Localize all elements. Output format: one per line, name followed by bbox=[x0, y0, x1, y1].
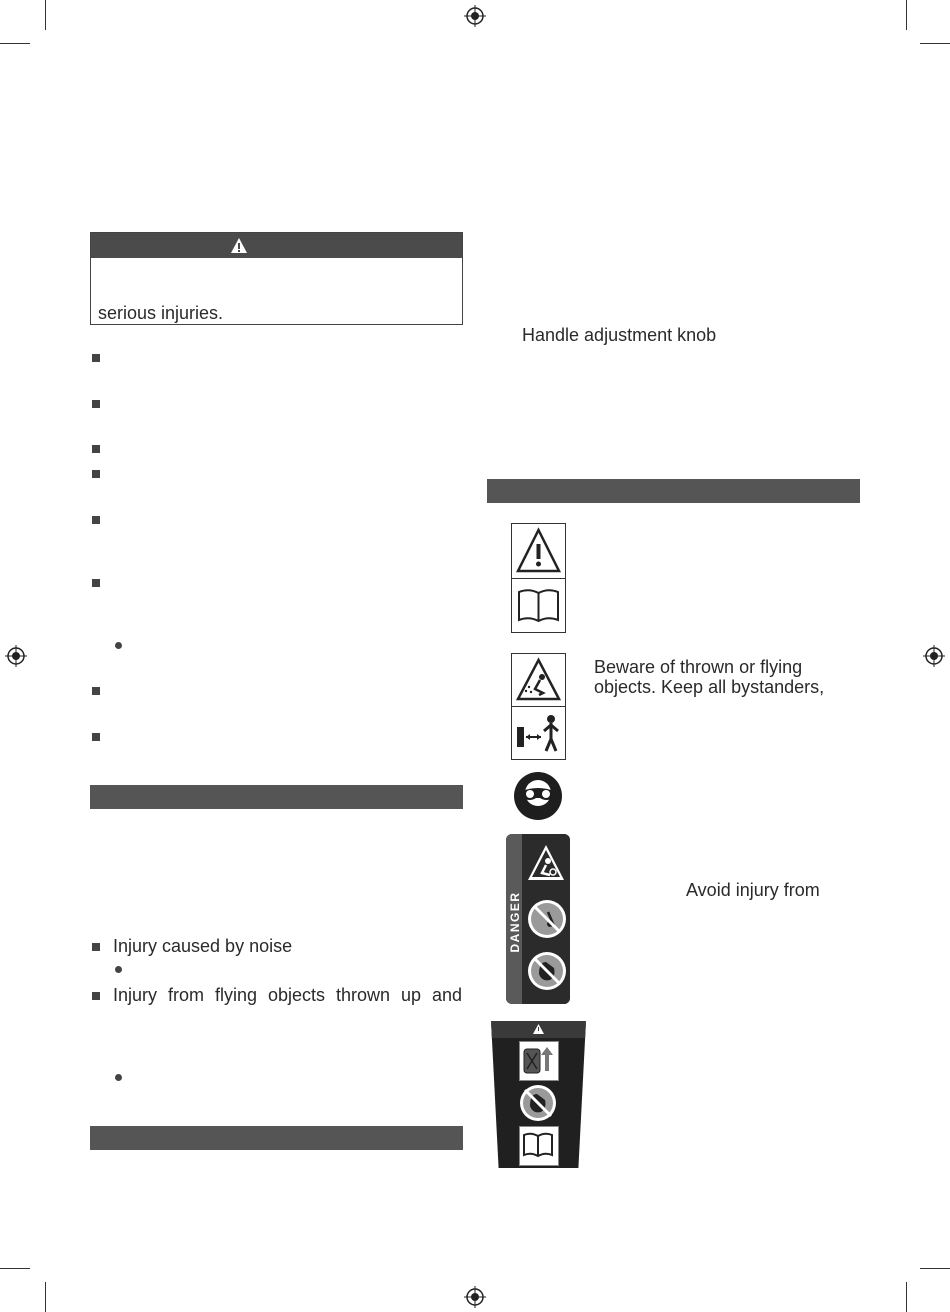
bullet-square bbox=[92, 733, 100, 741]
eye-protection-icon bbox=[513, 771, 563, 821]
warning-triangle-icon bbox=[515, 527, 562, 575]
thrown-objects-text-line1: Beware of thrown or flying bbox=[594, 657, 803, 677]
registration-mark-icon bbox=[5, 645, 27, 667]
crop-mark bbox=[920, 1268, 950, 1269]
thrown-objects-icon bbox=[515, 657, 562, 703]
thrown-objects-pictogram bbox=[511, 653, 566, 760]
section-header-bar bbox=[487, 479, 860, 503]
bullet-dot bbox=[115, 642, 122, 649]
danger-label-text: DANGER bbox=[508, 891, 522, 953]
crop-mark bbox=[0, 43, 30, 44]
manual-book-icon bbox=[515, 584, 562, 628]
crop-mark bbox=[45, 0, 46, 30]
warning-triangle-icon bbox=[230, 237, 248, 254]
warning-box bbox=[90, 232, 463, 325]
warning-manual-pictogram bbox=[511, 523, 566, 633]
bullet-square bbox=[92, 445, 100, 453]
bullet-square bbox=[92, 687, 100, 695]
crop-mark bbox=[0, 1268, 30, 1269]
registration-mark-icon bbox=[464, 1286, 486, 1308]
blade-hazard-icon bbox=[526, 842, 566, 884]
no-hands-icon bbox=[526, 950, 568, 992]
crop-mark bbox=[920, 43, 950, 44]
crop-mark bbox=[906, 1282, 907, 1312]
bullet-square bbox=[92, 943, 100, 951]
warning-triangle-icon bbox=[533, 1024, 544, 1034]
warning-header bbox=[91, 233, 462, 258]
bullet-square bbox=[92, 470, 100, 478]
section-header-bar bbox=[90, 1126, 463, 1150]
bullet-square bbox=[92, 516, 100, 524]
crop-mark bbox=[45, 1282, 46, 1312]
registration-mark-icon bbox=[464, 5, 486, 27]
flying-objects-item: Injury from flying objects thrown up and bbox=[113, 985, 462, 1005]
warning-body-text: serious injuries. bbox=[98, 303, 224, 323]
bullet-dot bbox=[115, 966, 122, 973]
noise-injury-item: Injury caused by noise bbox=[113, 936, 293, 956]
registration-mark-icon bbox=[923, 645, 945, 667]
no-hands-icon bbox=[526, 898, 568, 940]
section-header-bar bbox=[90, 785, 463, 809]
lift-log-icon bbox=[521, 1043, 555, 1077]
log-splitter-label bbox=[491, 1021, 586, 1168]
bullet-square bbox=[92, 579, 100, 587]
no-hands-icon bbox=[518, 1083, 558, 1123]
avoid-injury-text: Avoid injury from bbox=[686, 880, 820, 900]
handle-knob-label: Handle adjustment knob bbox=[522, 325, 717, 345]
bullet-dot bbox=[115, 1074, 122, 1081]
bullet-square bbox=[92, 400, 100, 408]
bullet-square bbox=[92, 992, 100, 1000]
danger-label bbox=[506, 834, 570, 1004]
thrown-objects-text-line2: objects. Keep all bystanders, bbox=[594, 677, 825, 697]
manual-book-icon bbox=[522, 1131, 554, 1159]
crop-mark bbox=[906, 0, 907, 30]
bullet-square bbox=[92, 354, 100, 362]
bystander-distance-icon bbox=[515, 711, 562, 756]
